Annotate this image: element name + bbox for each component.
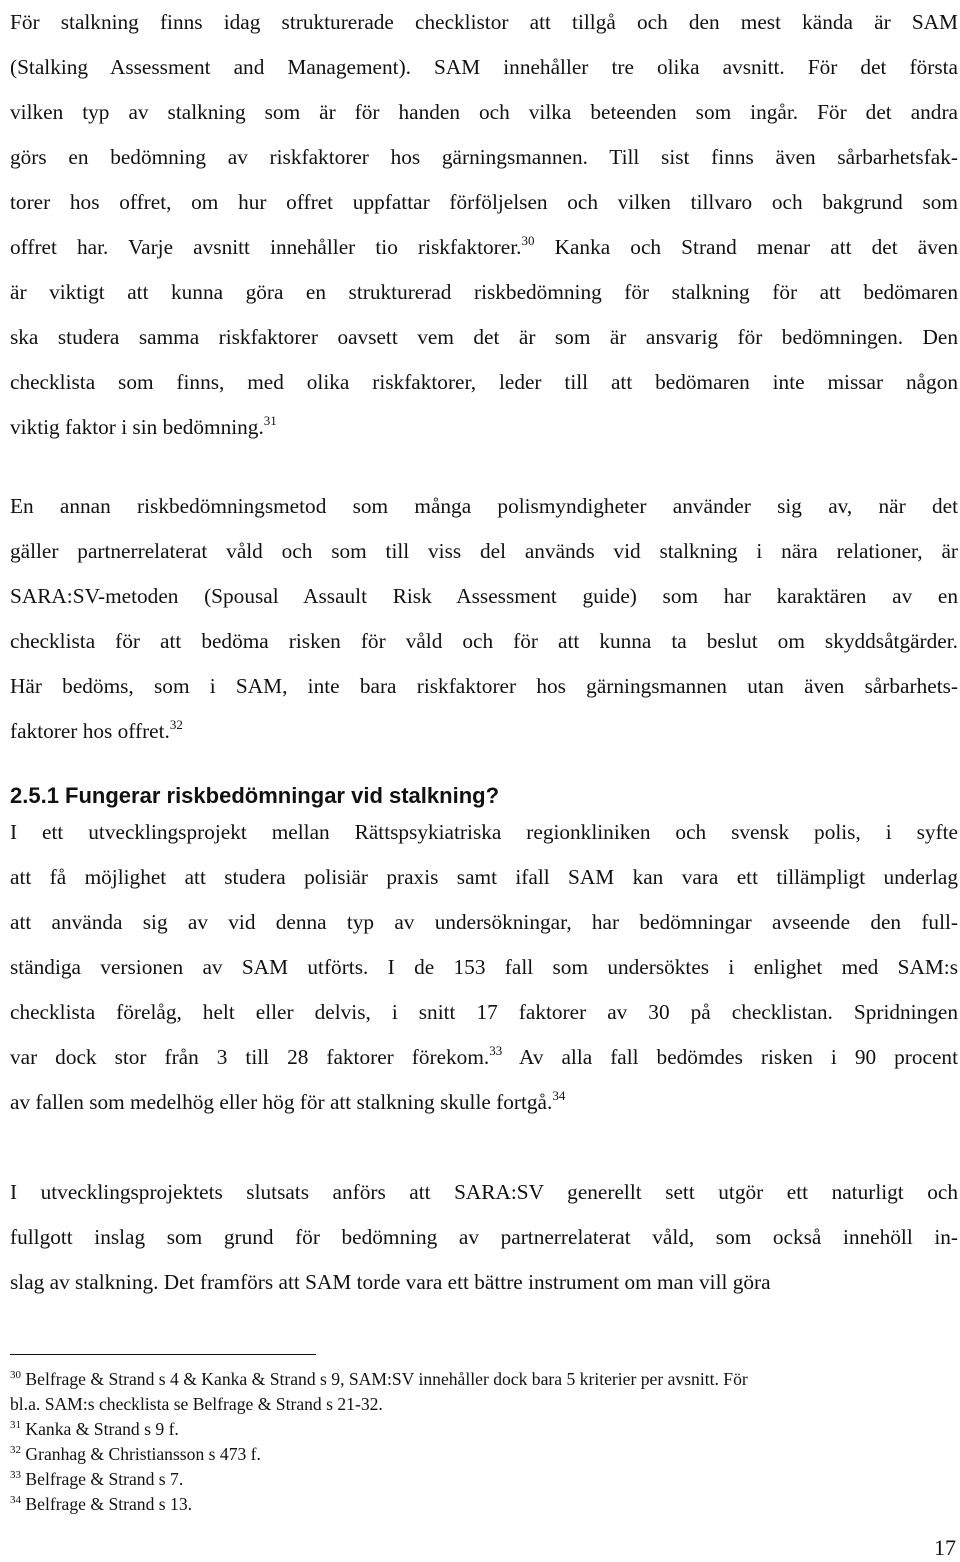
footnote-number: 31 (10, 1419, 21, 1431)
paragraph-development-project (10, 810, 958, 1125)
footnotes (10, 1367, 958, 1517)
footnote-line: $^{31}$ Kanka & Strand s 9 f. (10, 1419, 179, 1439)
text-line: Här bedöms, som i SAM, inte bara riskfaktorer hos gärningsmannen utan även sårbarhets- (10, 674, 958, 698)
footnote-ref[interactable]: 30 (521, 233, 535, 248)
footnote-line: $^{30}$ Belfrage & Strand s 4 & Kanka & Strand s 9, SAM:SV innehåller dock bara 5 kriterier per avsnitt. För (10, 1369, 748, 1389)
text-line: För stalkning finns idag strukturerade checklistor att tillgå och den mest kända är SAM (10, 10, 958, 34)
text-line: slag av stalkning. Det framförs att SAM torde vara ett bättre instrument om man vill göra (10, 1270, 771, 1294)
paragraph-sam-checklists (10, 0, 958, 450)
text-line: av fallen som medelhög eller hög för att stalkning skulle fortgå.$^{34}$ (10, 1088, 566, 1114)
text-line: En annan riskbedömningsmetod som många polismyndigheter använder sig av, när det (10, 494, 958, 518)
text-line: att få möjlighet att studera polisiär praxis samt ifall SAM kan vara ett tillämpligt underlag (10, 865, 958, 889)
text-line: SARA:SV-metoden (Spousal Assault Risk Assessment guide) som har karaktären av en (10, 584, 958, 608)
footnote-line: $^{33}$ Belfrage & Strand s 7. (10, 1469, 184, 1489)
footnote-line: $^{34}$ Belfrage & Strand s 13. (10, 1494, 193, 1514)
footnote-line: bl.a. SAM:s checklista se Belfrage & Strand s 21-32. (10, 1394, 383, 1414)
text-line: checklista för att bedöma risken för våld och för att kunna ta beslut om skyddsåtgärder. (10, 629, 958, 653)
text-line: I utvecklingsprojektets slutsats anförs att SARA:SV generellt sett utgör ett naturligt och (10, 1180, 958, 1204)
footnote-line: $^{32}$ Granhag & Christiansson s 473 f. (10, 1444, 261, 1464)
text-line: gäller partnerrelaterat våld och som till viss del används vid stalkning i nära relationer, är (10, 539, 958, 563)
text-line: att använda sig av vid denna typ av undersökningar, har bedömningar avseende den full- (10, 910, 958, 934)
paragraph-sara-sv (10, 484, 958, 754)
footnote-number: 30 (10, 1369, 21, 1381)
text-line: fullgott inslag som grund för bedömning av partnerrelaterat våld, som också innehöll in- (10, 1225, 958, 1249)
footnote-ref[interactable]: 32 (169, 717, 183, 732)
text-line: faktorer hos offret.$^{32}$ (10, 717, 183, 743)
text-line: (Stalking Assessment and Management). SAM innehåller tre olika avsnitt. För det första (10, 55, 958, 79)
text-line: är viktigt att kunna göra en strukturerad riskbedömning för stalkning för att bedömaren (10, 280, 958, 304)
footnote-separator (10, 1354, 316, 1355)
footnote-ref[interactable]: 31 (263, 413, 277, 428)
text-line: vilken typ av stalkning som är för handen och vilka beteenden som ingår. För det andra (10, 100, 958, 124)
text-line: checklista förelåg, helt eller delvis, i snitt 17 faktorer av 30 på checklistan. Spridningen (10, 1000, 958, 1024)
footnote-number: 32 (10, 1444, 21, 1456)
footnote-ref[interactable]: 33 (489, 1043, 503, 1058)
text-line: I ett utvecklingsprojekt mellan Rättspsykiatriska regionkliniken och svensk polis, i syfte (10, 820, 958, 844)
text-line: ständiga versionen av SAM utförts. I de 153 fall som undersöktes i enlighet med SAM:s (10, 955, 958, 979)
text-line: checklista som finns, med olika riskfaktorer, leder till att bedömaren inte missar någon (10, 370, 958, 394)
footnote-number: 33 (10, 1469, 21, 1481)
text-line: torer hos offret, om hur offret uppfattar förföljelsen och vilken tillvaro och bakgrund som (10, 190, 958, 214)
text-line: görs en bedömning av riskfaktorer hos gärningsmannen. Till sist finns även sårbarhetsfak- (10, 145, 958, 169)
text-line: offret har. Varje avsnitt innehåller tio riskfaktorer.$^{30}$ Kanka och Strand menar att det även (10, 233, 959, 259)
footnote-ref[interactable]: 34 (552, 1088, 566, 1103)
text-line: viktig faktor i sin bedömning.$^{31}$ (10, 413, 277, 439)
footnote-number: 34 (10, 1494, 21, 1506)
section-heading: 2.5.1 Fungerar riskbedömningar vid stalkning? (10, 783, 500, 808)
text-line: var dock stor från 3 till 28 faktorer förekom.$^{33}$ Av alla fall bedömdes risken i 90 procent (10, 1043, 958, 1069)
page-number: 17 (934, 1535, 956, 1560)
paragraph-conclusion (10, 1170, 958, 1305)
text-line: ska studera samma riskfaktorer oavsett vem det är som är ansvarig för bedömningen. Den (10, 325, 958, 349)
